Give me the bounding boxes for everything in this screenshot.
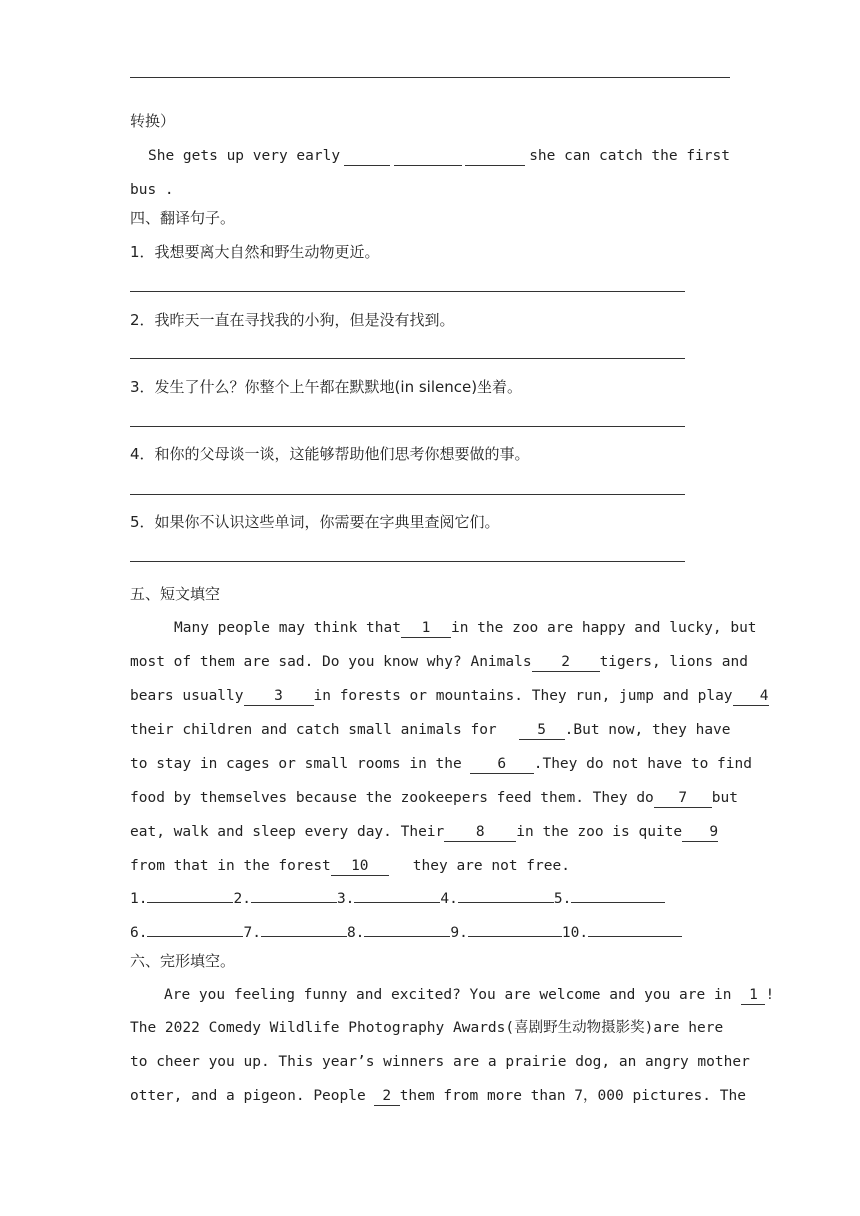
answer-blank[interactable] bbox=[571, 902, 665, 903]
section5-heading: 五、短文填空 bbox=[130, 585, 221, 603]
numbered-blank[interactable]: 8 bbox=[444, 823, 516, 842]
numbered-blank[interactable]: 5 bbox=[519, 721, 565, 740]
numbered-blank[interactable]: 2 bbox=[374, 1087, 400, 1106]
answer-blank[interactable] bbox=[147, 902, 233, 903]
passage6-line-4: otter, and a pigeon. People 2 them from more than 7，000 pictures. The bbox=[130, 1088, 746, 1104]
passage5-line-4: their children and catch small animals for 5 .But now, they have bbox=[130, 722, 731, 738]
answer-blank[interactable] bbox=[364, 936, 450, 937]
answer-blank[interactable] bbox=[468, 936, 562, 937]
q3-item5-before: She gets up very early bbox=[148, 148, 341, 164]
passage6-line-3: to cheer you up. This year’s winners are a prairie dog, an angry mother bbox=[130, 1054, 750, 1070]
translation-item-4: 4．和你的父母谈一谈，这能够帮助他们思考你想要做的事。 bbox=[130, 445, 530, 463]
passage6-line-2: The 2022 Comedy Wildlife Photography Awards(喜剧野生动物摄影奖)are here bbox=[130, 1020, 724, 1036]
answer-blank[interactable] bbox=[465, 146, 525, 166]
answer-row-2: 6. 7. 8. 9. 10. bbox=[130, 923, 682, 943]
numbered-blank[interactable]: 3 bbox=[244, 687, 314, 706]
answer-blank[interactable] bbox=[251, 902, 337, 903]
answer-row-1: 1. 2. 3. 4. 5. bbox=[130, 889, 665, 909]
passage5-line-3: bears usually 3 in forests or mountains. They run, jump and play 4 bbox=[130, 688, 769, 704]
passage5-line-7: eat, walk and sleep every day. Their 8 in the zoo is quite 9 bbox=[130, 824, 719, 840]
translation-answer-line-5[interactable] bbox=[130, 561, 685, 562]
answer-blank[interactable] bbox=[147, 936, 243, 937]
section4-heading: 四、翻译句子。 bbox=[130, 209, 236, 227]
answer-blank[interactable] bbox=[261, 936, 347, 937]
numbered-blank[interactable]: 1 bbox=[741, 986, 765, 1005]
translation-answer-line-3[interactable] bbox=[130, 426, 685, 427]
passage5-line-1: Many people may think that 1 in the zoo are happy and lucky, but bbox=[174, 620, 757, 636]
section6-heading: 六、完形填空。 bbox=[130, 952, 236, 970]
translation-answer-line-4[interactable] bbox=[130, 494, 685, 495]
numbered-blank[interactable]: 9 bbox=[682, 823, 718, 842]
numbered-blank[interactable]: 1 bbox=[401, 619, 451, 638]
numbered-blank[interactable]: 6 bbox=[470, 755, 534, 774]
top-divider bbox=[130, 77, 730, 78]
numbered-blank[interactable]: 2 bbox=[532, 653, 600, 672]
numbered-blank[interactable]: 4 bbox=[733, 687, 769, 706]
passage6-line-1: Are you feeling funny and excited? You are welcome and you are in 1 ! bbox=[164, 987, 775, 1003]
numbered-blank[interactable]: 10 bbox=[331, 857, 389, 876]
answer-blank[interactable] bbox=[458, 902, 554, 903]
translation-answer-line-1[interactable] bbox=[130, 291, 685, 292]
translation-item-3: 3．发生了什么？你整个上午都在默默地(in silence)坐着。 bbox=[130, 378, 523, 396]
translation-item-5: 5．如果你不认识这些单词，你需要在字典里查阅它们。 bbox=[130, 513, 500, 531]
answer-blank[interactable] bbox=[394, 146, 462, 166]
passage5-line-2: most of them are sad. Do you know why? Animals 2 tigers, lions and bbox=[130, 654, 748, 670]
header-continuation: 转换） bbox=[130, 112, 176, 130]
passage5-line-8: from that in the forest 10 they are not free. bbox=[130, 858, 570, 874]
translation-answer-line-2[interactable] bbox=[130, 358, 685, 359]
translation-item-1: 1．我想要离大自然和野生动物更近。 bbox=[130, 243, 380, 261]
answer-blank[interactable] bbox=[344, 146, 390, 166]
q3-item5-line1 bbox=[130, 146, 730, 166]
q3-item5-after: she can catch the first bbox=[529, 148, 730, 164]
answer-blank[interactable] bbox=[588, 936, 682, 937]
passage5-line-6: food by themselves because the zookeepers feed them. They do 7 but bbox=[130, 790, 738, 806]
q3-item5-line2: bus . bbox=[130, 182, 174, 198]
translation-item-2: 2．我昨天一直在寻找我的小狗，但是没有找到。 bbox=[130, 311, 455, 329]
passage5-line-5: to stay in cages or small rooms in the 6 .They do not have to find bbox=[130, 756, 752, 772]
answer-blank[interactable] bbox=[354, 902, 440, 903]
numbered-blank[interactable]: 7 bbox=[654, 789, 712, 808]
